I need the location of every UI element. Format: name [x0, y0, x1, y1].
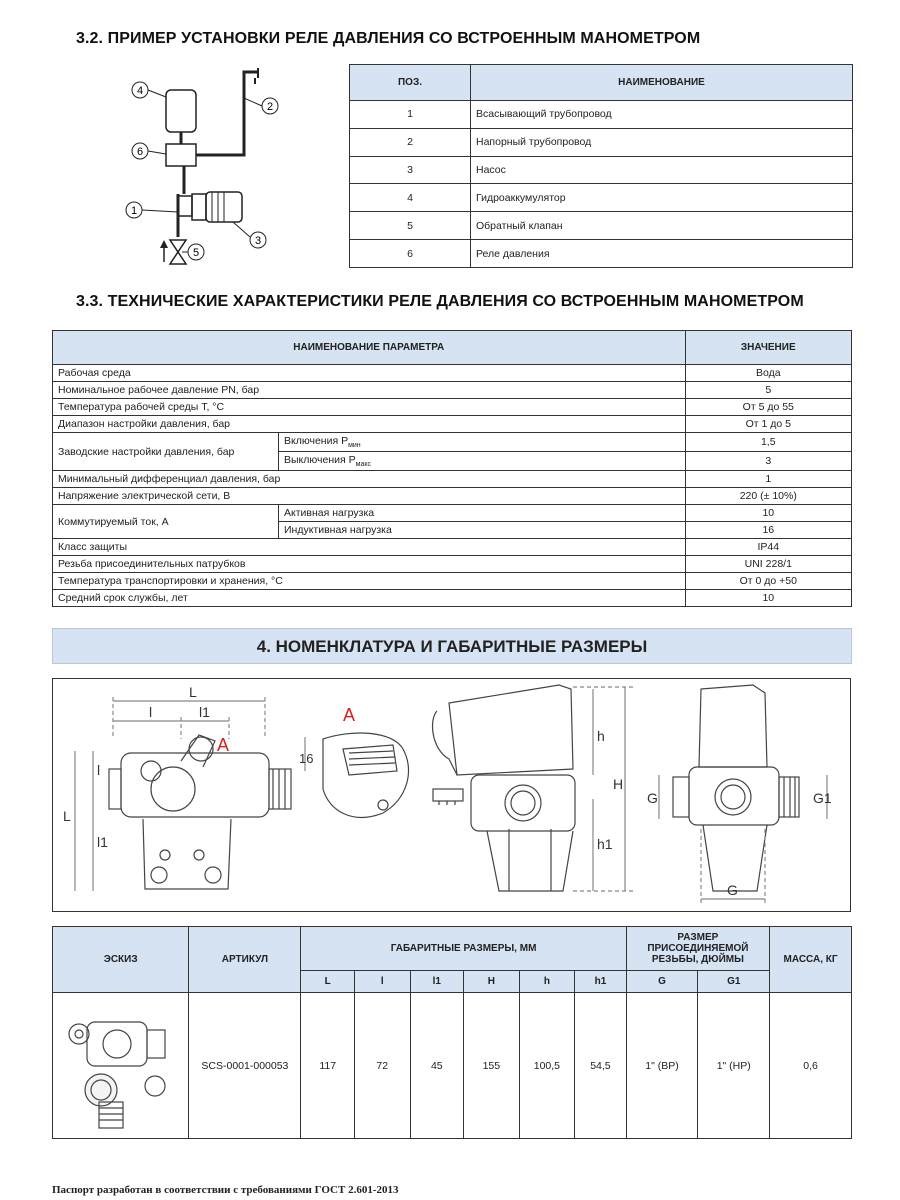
callout-5: 5: [192, 247, 200, 259]
callout-1: 1: [130, 205, 138, 217]
callout-3: 3: [254, 235, 262, 247]
svg-text:G: G: [647, 790, 658, 806]
svg-text:l: l: [149, 704, 153, 720]
svg-text:l: l: [97, 762, 101, 778]
table-row: Минимальный дифференциал давления, бар 1: [53, 471, 852, 488]
table-row: Резьба присоединительных патрубков UNI 228/1: [53, 556, 852, 573]
table-row: Заводские настройки давления, бар Включения $P_{мин}$ 1,5: [53, 433, 852, 452]
dimension-drawings: [52, 678, 851, 912]
table-row: Средний срок службы, лет 10: [53, 590, 852, 607]
col-pos-header: ПОЗ.: [350, 65, 471, 101]
svg-text:A: A: [343, 705, 356, 725]
footer-note: Паспорт разработан в соответствии с требованиями ГОСТ 2.601-2013: [52, 1184, 399, 1196]
table-row: Диапазон настройки давления, бар От 1 до 5: [53, 416, 852, 433]
svg-text:h1: h1: [597, 836, 613, 852]
table-row: Рабочая среда Вода: [53, 365, 852, 382]
svg-text:G1: G1: [813, 790, 832, 806]
installation-diagram: [118, 62, 288, 272]
svg-text:16: 16: [299, 751, 314, 766]
callout-2: 2: [266, 101, 274, 113]
col-name-header: НАИМЕНОВАНИЕ: [471, 65, 853, 101]
section-3-2-title: 3.2. ПРИМЕР УСТАНОВКИ РЕЛЕ ДАВЛЕНИЯ СО ВСТРОЕННЫМ МАНОМЕТРОМ: [76, 30, 701, 47]
svg-text:H: H: [613, 776, 624, 792]
svg-text:A: A: [217, 735, 230, 755]
param-header: НАИМЕНОВАНИЕ ПАРАМЕТРА: [53, 331, 686, 365]
product-sketch: [53, 994, 177, 1134]
table-row: Номинальное рабочее давление PN, бар 5: [53, 382, 852, 399]
table-row: 3 Насос: [350, 156, 853, 184]
table-row: Напряжение электрической сети, В 220 (± 10%): [53, 488, 852, 505]
table-row: Температура рабочей среды T, °C От 5 до 55: [53, 399, 852, 416]
table-row: 4 Гидроаккумулятор: [350, 184, 853, 212]
table-row: Коммутируемый ток, А Активная нагрузка 10: [53, 505, 852, 522]
specs-table: [52, 330, 852, 607]
callout-4: 4: [136, 85, 144, 97]
svg-text:l1: l1: [199, 704, 210, 720]
value-header: ЗНАЧЕНИЕ: [685, 331, 851, 365]
svg-text:G: G: [727, 882, 738, 898]
svg-text:L: L: [63, 808, 71, 824]
table-row: Индуктивная нагрузка 16: [53, 522, 852, 539]
positions-table: [349, 64, 853, 268]
svg-text:h: h: [597, 728, 605, 744]
table-row: 6 Реле давления: [350, 240, 853, 268]
table-row: 2 Напорный трубопровод: [350, 128, 853, 156]
table-row: Температура транспортировки и хранения, °C От 0 до +50: [53, 573, 852, 590]
section-3-3-title: 3.3. ТЕХНИЧЕСКИЕ ХАРАКТЕРИСТИКИ РЕЛЕ ДАВЛЕНИЯ СО ВСТРОЕННЫМ МАНОМЕТРОМ: [76, 293, 804, 310]
svg-text:l1: l1: [97, 834, 108, 850]
nomenclature-table: ЭСКИЗ АРТИКУЛ ГАБАРИТНЫЕ РАЗМЕРЫ, ММ РАЗМЕР ПРИСОЕДИНЯЕМОЙ РЕЗЬБЫ, ДЮЙМЫ МАССА, КГ L l l1 H h h1 G G1 SCS-0001-000053 117 72 45 155 100,5 54,5 1" (ВР) 1" (НР) 0,6: [52, 926, 852, 1139]
callout-6: 6: [136, 146, 144, 158]
table-row: Класс защиты IP44: [53, 539, 852, 556]
table-row: SCS-0001-000053 117 72 45 155 100,5 54,5 1" (ВР) 1" (НР) 0,6: [53, 993, 852, 1139]
section-4-title: 4. НОМЕНКЛАТУРА И ГАБАРИТНЫЕ РАЗМЕРЫ: [52, 628, 852, 664]
table-row: 1 Всасывающий трубопровод: [350, 101, 853, 129]
table-row: 5 Обратный клапан: [350, 212, 853, 240]
svg-text:L: L: [189, 684, 197, 700]
table-row: Выключения $P_{макс}$ 3: [53, 452, 852, 471]
